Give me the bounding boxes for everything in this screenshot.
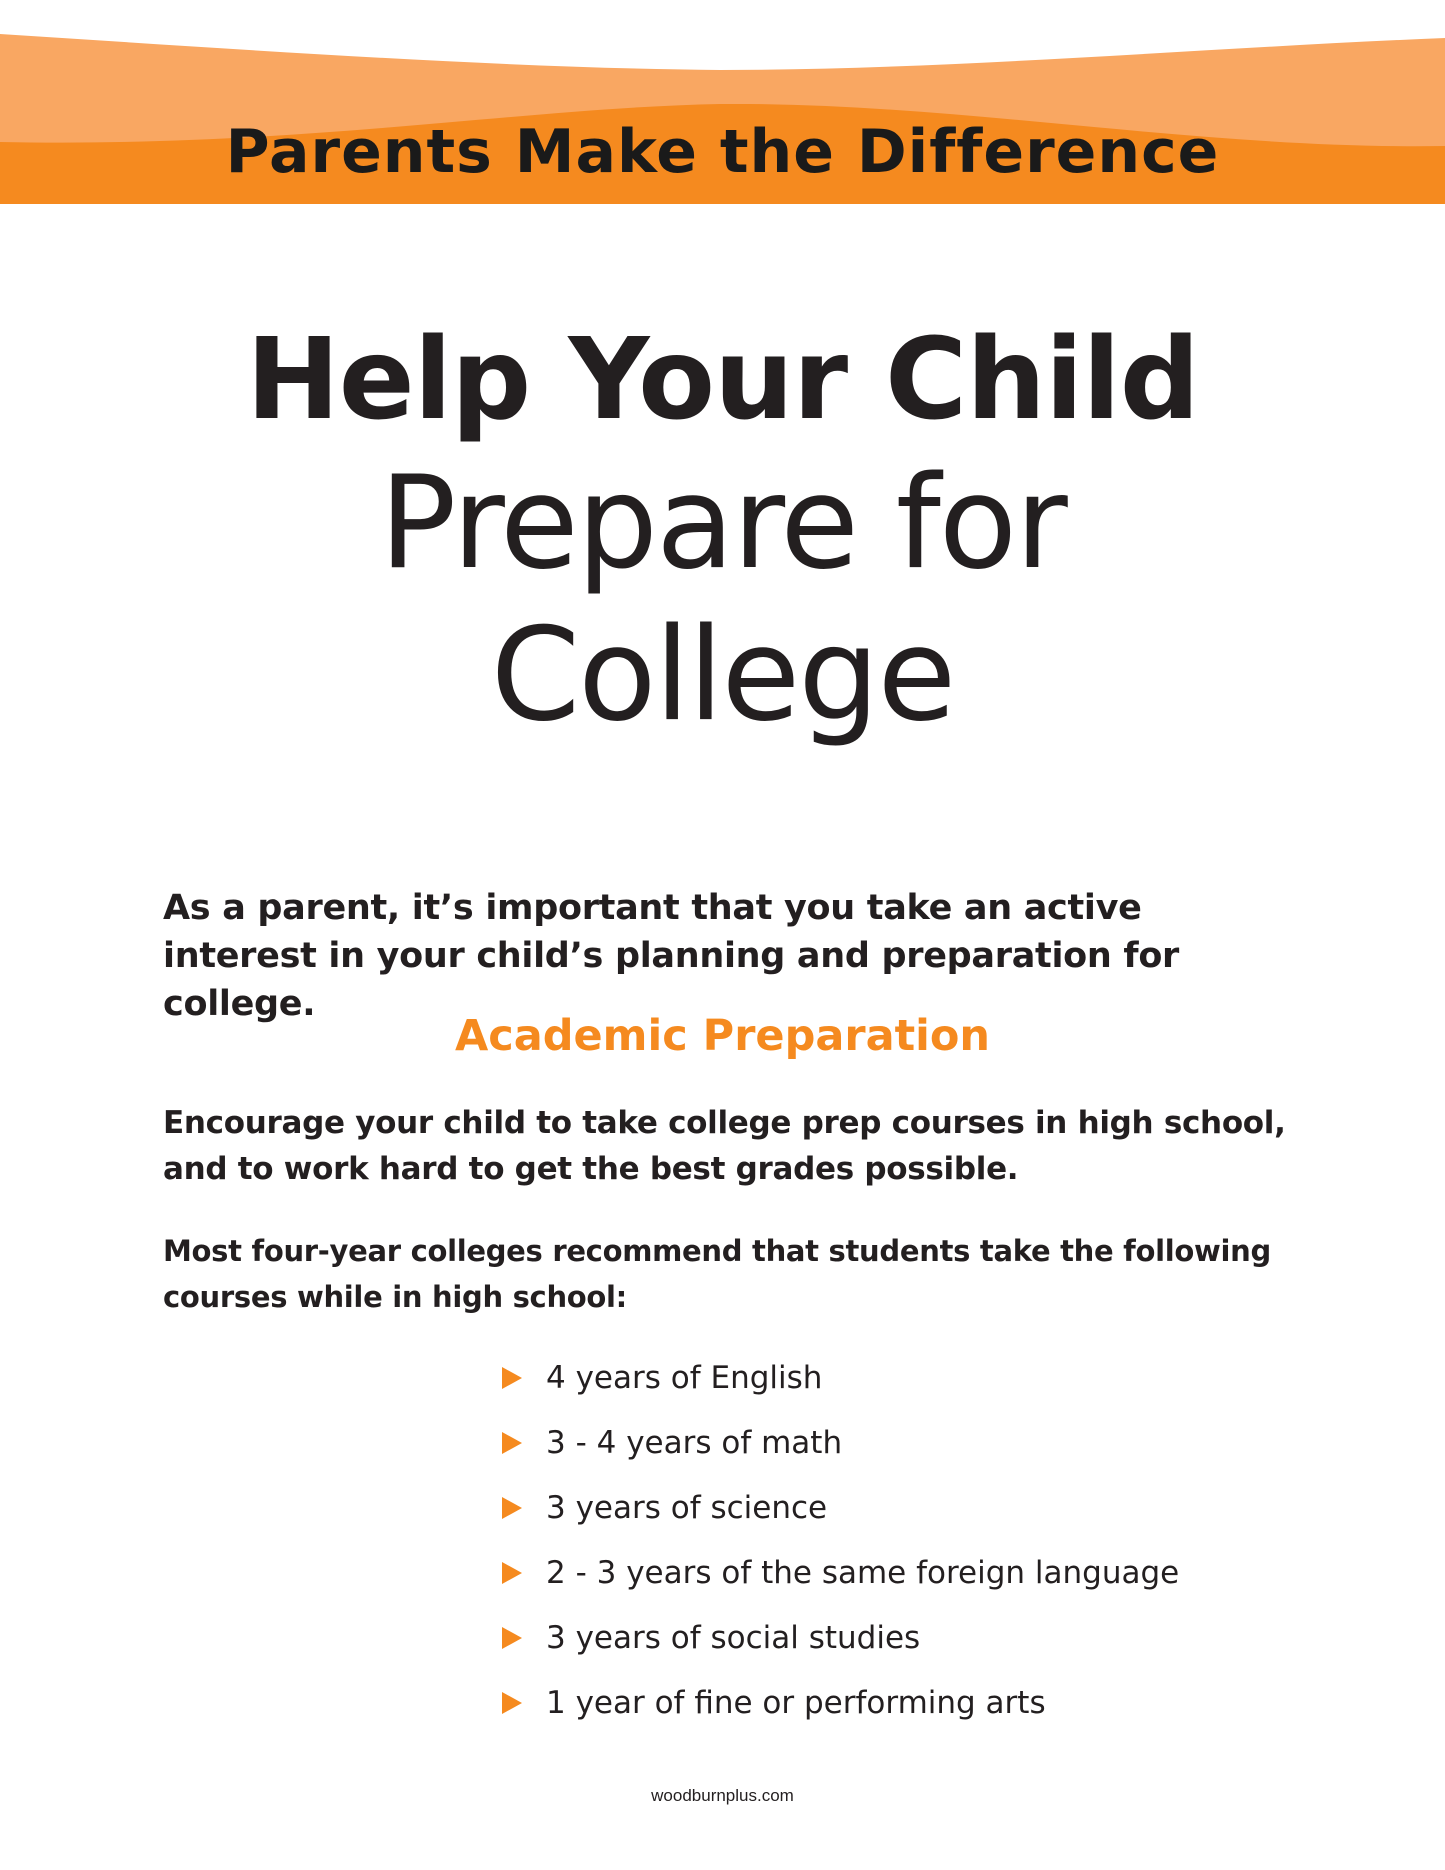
section-heading: Academic Preparation	[454, 1011, 991, 1061]
course-label: 2 - 3 years of the same foreign language	[546, 1554, 1180, 1591]
banner-title: Parents Make the Difference	[225, 117, 1220, 187]
list-item	[502, 1605, 1179, 1670]
triangle-right-icon	[502, 1627, 522, 1649]
page-title-line-2: Prepare for	[379, 449, 1066, 598]
triangle-right-icon	[502, 1497, 522, 1519]
course-label: 3 - 4 years of math	[546, 1424, 843, 1461]
triangle-right-icon	[502, 1367, 522, 1389]
course-label: 3 years of social studies	[546, 1619, 921, 1656]
list-item	[502, 1475, 1179, 1540]
footer-website: woodburnplus.com	[651, 1786, 794, 1805]
triangle-right-icon	[502, 1432, 522, 1454]
list-item	[502, 1540, 1179, 1605]
intro-paragraph: As a parent, it’s important that you take an active interest in your child’s planning and preparation for college.	[163, 888, 1180, 1024]
list-item	[502, 1410, 1179, 1475]
triangle-right-icon	[502, 1562, 522, 1584]
list-item	[502, 1345, 1179, 1410]
course-list	[502, 1345, 1179, 1735]
page-title-line-3: College	[490, 601, 955, 750]
recommend-paragraph: Most four-year colleges recommend that students take the following courses while in high school:	[163, 1234, 1271, 1314]
page-title	[0, 312, 1445, 752]
top-banner	[0, 0, 1445, 204]
list-item	[502, 1670, 1179, 1735]
course-label: 3 years of science	[546, 1489, 828, 1526]
triangle-right-icon	[502, 1692, 522, 1714]
encourage-paragraph: Encourage your child to take college prep courses in high school, and to work hard to get the best grades possible.	[163, 1105, 1286, 1187]
course-label: 4 years of English	[546, 1359, 823, 1396]
course-label: 1 year of fine or performing arts	[546, 1684, 1046, 1721]
page-title-line-1: Help Your Child	[246, 315, 1199, 445]
